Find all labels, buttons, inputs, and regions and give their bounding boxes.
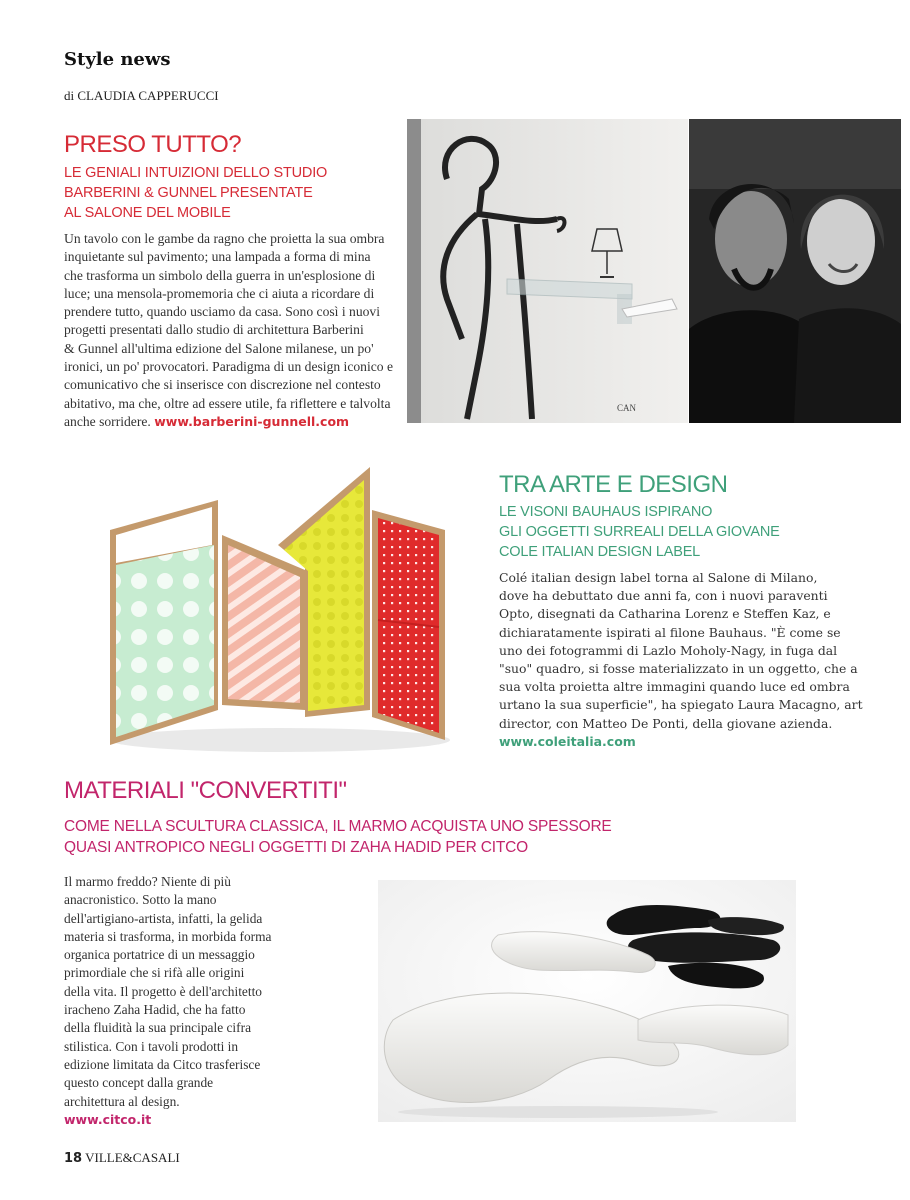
body-line: che trasforma un simbolo della guerra in un'esplosione di — [64, 267, 376, 283]
body-last: anche sorridere. — [64, 413, 151, 429]
article1-link[interactable]: www.barberini-gunnell.com — [154, 413, 350, 429]
subtitle-line: COLE ITALIAN DESIGN LABEL — [499, 544, 701, 560]
body-line: della fluidità la sua principale cifra — [64, 1020, 252, 1036]
subtitle-line: BARBERINI & GUNNEL PRESENTATE — [64, 185, 313, 201]
body-line: Il marmo freddo? Niente di più — [64, 874, 231, 889]
article3-body — [64, 873, 304, 1129]
body-line: architettura al design. — [64, 1093, 180, 1109]
body-line: primordiale che si rifà alle origini — [64, 965, 245, 981]
portrait-illustration — [689, 119, 901, 423]
body-line: urtano la sua superficie", ha spiegato Laura Macagno, art — [499, 697, 863, 713]
page-footer — [64, 1150, 180, 1166]
body-line: della vita. Il progetto è dell'architetto — [64, 983, 262, 999]
article1-title: PRESO TUTTO? — [64, 131, 242, 158]
subtitle-line: LE GENIALI INTUIZIONI DELLO STUDIO — [64, 165, 328, 181]
opto-screens-photo — [100, 455, 452, 760]
subtitle-line: AL SALONE DEL MOBILE — [64, 205, 231, 221]
body-line — [64, 413, 404, 431]
body-line: dichiaratamente ispirati al filone Bauhaus. "È come se — [499, 624, 841, 640]
body-line: dell'artigiano-artista, infatti, la gelida — [64, 910, 263, 926]
body-line: comunicativo che si inserisce con discrezione nel contesto — [64, 377, 381, 393]
body-line: iracheno Zaha Hadid, che ha fatto — [64, 1002, 246, 1018]
body-line: organica portatrice di un messaggio — [64, 947, 255, 963]
article3-title: MATERIALI "CONVERTITI" — [64, 777, 347, 804]
article1-subtitle — [64, 163, 327, 223]
body-line: uno dei fotogrammi di Lazlo Moholy-Nagy, in fuga dal — [499, 642, 838, 658]
body-line: sua volta proietta altre immagini quando luce ed ombra — [499, 679, 850, 695]
article2-title: TRA ARTE E DESIGN — [499, 471, 728, 498]
article2-subtitle — [499, 502, 780, 562]
body-line: edizione limitata da Citco trasferisce — [64, 1056, 261, 1072]
subtitle-line: COME NELLA SCULTURA CLASSICA, IL MARMO ACQUISTA UNO SPESSORE — [64, 818, 612, 835]
body-line — [64, 1111, 304, 1129]
page-number: 18 — [64, 1151, 83, 1166]
body-line: stilistica. Con i tavoli prodotti in — [64, 1038, 239, 1054]
shelf-photo — [407, 119, 688, 423]
body-line: Opto, disegnati da Catharina Lorenz e Steffen Kaz, e — [499, 606, 831, 622]
body-line: progetti presentati dallo studio di architettura Barberini — [64, 322, 364, 338]
body-line: anacronistico. Sotto la mano — [64, 892, 217, 908]
subtitle-line: GLI OGGETTI SURREALI DELLA GIOVANE — [499, 524, 780, 540]
article1-body — [64, 230, 404, 431]
body-line: luce; una mensola-promemoria che ci aiuta a ricordare di — [64, 285, 375, 301]
body-line: & Gunnel all'ultima edizione del Salone milanese, un po' — [64, 340, 374, 356]
subtitle-line: LE VISONI BAUHAUS ISPIRANO — [499, 504, 713, 520]
body-line: "suo" quadro, si fosse materializzato in un oggetto, che a — [499, 661, 858, 677]
article3-link[interactable]: www.citco.it — [64, 1111, 152, 1127]
article2-link[interactable]: www.coleitalia.com — [499, 733, 636, 749]
article3-subtitle — [64, 816, 612, 858]
signature: CAN — [617, 403, 637, 413]
marble-tables-illustration — [378, 880, 796, 1122]
marble-tables-photo — [378, 880, 796, 1122]
byline: di CLAUDIA CAPPERUCCI — [64, 88, 219, 103]
shelf-illustration — [407, 119, 688, 423]
body-line: Un tavolo con le gambe da ragno che proietta la sua ombra — [64, 231, 385, 246]
body-line: inquietante sul pavimento; una lampada a forma di mina — [64, 249, 371, 265]
section-title: Style news — [64, 49, 171, 70]
body-line: prendere tutto, quando usciamo da casa. Sono così i nuovi — [64, 304, 380, 320]
body-line: ironici, un po' provocatori. Paradigma di un design iconico e — [64, 359, 393, 375]
body-line — [499, 733, 869, 751]
article2-body — [499, 569, 869, 751]
body-line: dove ha debuttato due anni fa, con i nuovi paraventi — [499, 588, 828, 604]
opto-screens-illustration — [100, 455, 452, 760]
subtitle-line: QUASI ANTROPICO NEGLI OGGETTI DI ZAHA HADID PER CITCO — [64, 839, 528, 856]
body-line: questo concept dalla grande — [64, 1075, 214, 1091]
magazine-name: VILLE&CASALI — [85, 1150, 180, 1165]
body-line: abitativo, ma che, oltre ad essere utile, fa riflettere e talvolta — [64, 395, 391, 411]
designers-photo — [689, 119, 901, 423]
body-line: director, con Matteo De Ponti, della giovane azienda. — [499, 715, 833, 731]
body-line: materia si trasforma, in morbida forma — [64, 928, 272, 944]
body-line: Colé italian design label torna al Salone di Milano, — [499, 570, 818, 585]
